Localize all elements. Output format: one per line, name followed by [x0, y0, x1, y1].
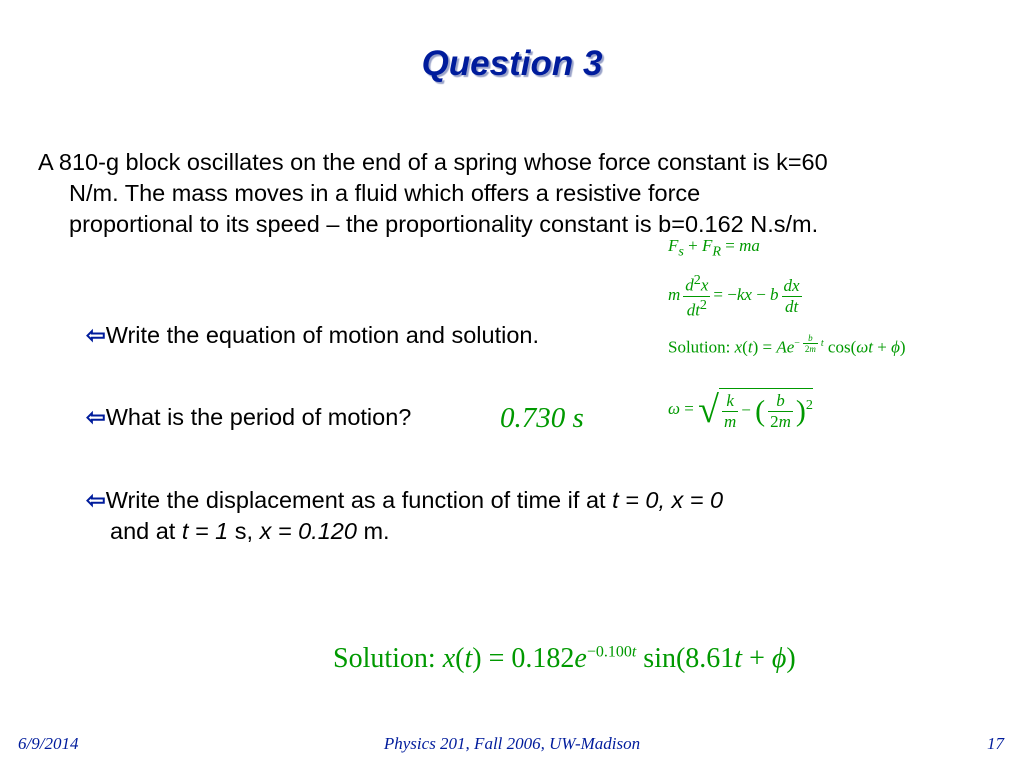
- footer-page-number: 17: [987, 734, 1004, 753]
- equation-general-solution: Solution: $x(t) = Ae^{- \frac{b}{2m} t}$ cos(ωt + ϕ): [668, 333, 906, 357]
- arrow-bullet-icon: ⇦: [86, 404, 106, 430]
- equation-omega: ω = √ $\frac{k}{m}$ − ( $\frac{b}{2m}$ )$^2$: [668, 389, 813, 431]
- bullet-displacement: [86, 485, 750, 547]
- bullet-period: [86, 402, 750, 433]
- bullet-text-post: m.: [356, 518, 390, 544]
- equation-final-solution: Solution: $x(t) = 0.182e^{-0.100t}$ sin(8.61t + ϕ): [333, 643, 796, 674]
- bullet-text-mid: and at: [110, 518, 182, 544]
- bullet-text: What is the period of motion?: [105, 404, 412, 430]
- bullet-equation-of-motion: [86, 320, 750, 351]
- problem-statement: A 810-g block oscillates on the end of a spring whose force constant is k=60 N/m. The mass moves in a fluid which offers a resistive force proportional to its speed – the proportionality constant is b=0.162 N.s/m.: [38, 149, 828, 237]
- condition-time: t = 1: [181, 518, 229, 544]
- footer-course: Physics 201, Fall 2006, UW-Madison: [383, 734, 641, 753]
- bullet-text-mid2: s,: [228, 518, 260, 544]
- bullet-text: Write the displacement as a function of time if at: [105, 487, 613, 513]
- equation-force-balance: $F_s + F_R$ = ma: [668, 236, 760, 260]
- condition-position: x = 0.120: [259, 518, 357, 544]
- arrow-bullet-icon: ⇦: [86, 487, 106, 513]
- equation-motion: m $\frac{d^2x}{dt^2}$ = −kx − b $\frac{dx}{dt}$: [668, 272, 800, 320]
- bullet-text: Write the equation of motion and solution.: [105, 322, 539, 348]
- slide-title: Question 3: [421, 44, 603, 83]
- solution-label: Solution:: [668, 337, 731, 357]
- arrow-bullet-icon: ⇦: [86, 322, 106, 348]
- footer-date: 6/9/2014: [18, 734, 79, 753]
- condition-initial: t = 0, x = 0: [612, 487, 724, 513]
- period-answer: 0.730 s: [500, 402, 584, 434]
- final-solution-label: Solution:: [333, 643, 436, 674]
